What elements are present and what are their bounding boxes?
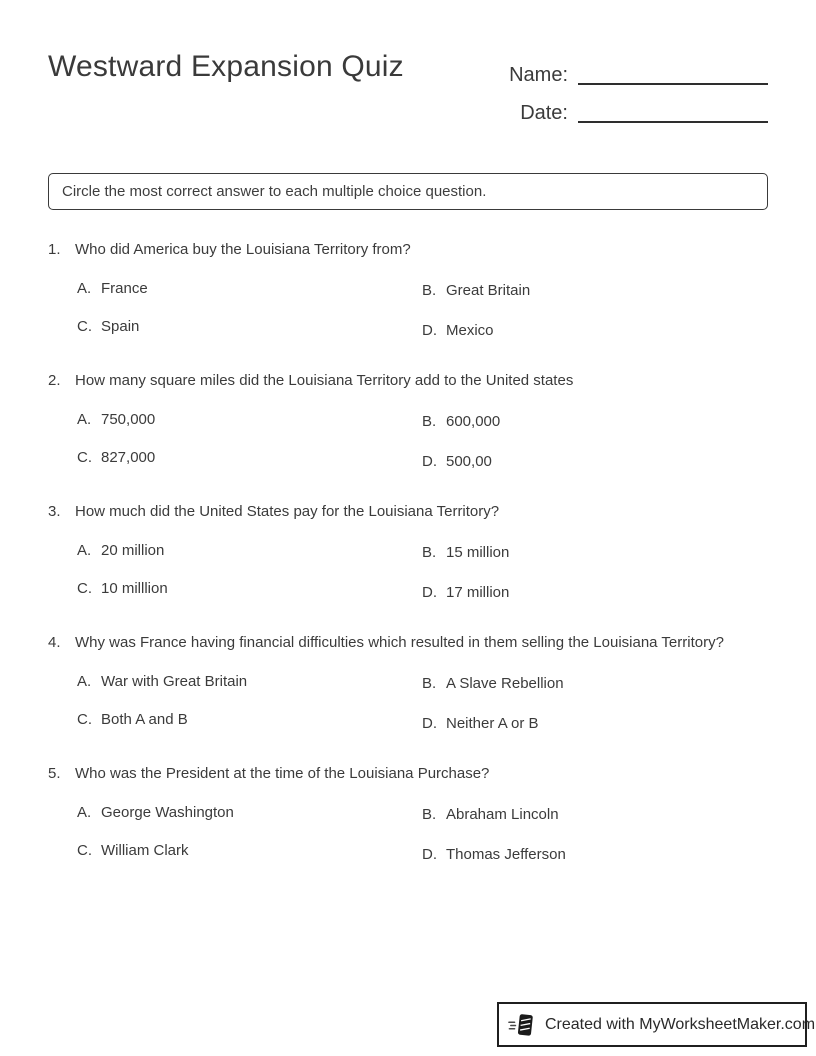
question-row — [48, 240, 768, 260]
options-grid — [77, 803, 768, 861]
question-text: Who was the President at the time of the Louisiana Purchase? — [75, 765, 490, 782]
option-b[interactable] — [422, 412, 768, 432]
option-c[interactable] — [77, 317, 422, 337]
option-text: 750,000 — [101, 411, 156, 428]
option-text: Spain — [101, 318, 140, 335]
options-grid — [77, 541, 768, 599]
option-text: Thomas Jefferson — [446, 846, 566, 863]
option-label: D. — [422, 453, 437, 470]
question-text: Who did America buy the Louisiana Territory from? — [75, 241, 411, 258]
option-d[interactable] — [422, 714, 768, 734]
option-d[interactable] — [422, 583, 768, 603]
question-1 — [48, 240, 768, 337]
header — [0, 0, 816, 126]
option-label: A. — [77, 280, 92, 297]
date-row — [509, 88, 768, 126]
instructions-box — [48, 173, 768, 210]
instructions-text: Circle the most correct answer to each multiple choice question. — [62, 183, 487, 200]
option-text: France — [101, 280, 148, 297]
option-text: 827,000 — [101, 449, 156, 466]
date-label: Date: — [520, 102, 568, 124]
option-label: B. — [422, 544, 437, 561]
option-label: A. — [77, 673, 92, 690]
option-b[interactable] — [422, 543, 768, 563]
option-label: D. — [422, 846, 437, 863]
options-grid — [77, 279, 768, 337]
worksheet-logo-icon — [508, 1010, 538, 1040]
credit-badge — [497, 1002, 816, 1047]
question-4 — [48, 633, 768, 730]
options-grid — [77, 672, 768, 730]
question-number: 1. — [48, 241, 61, 258]
option-c[interactable] — [77, 448, 422, 468]
option-a[interactable] — [77, 279, 422, 299]
option-text: War with Great Britain — [101, 673, 248, 690]
option-d[interactable] — [422, 321, 768, 341]
credit-text: Created with MyWorksheetMaker.com — [545, 1015, 816, 1033]
option-label: C. — [77, 842, 92, 859]
option-label: B. — [422, 675, 437, 692]
question-number: 5. — [48, 765, 61, 782]
question-number: 4. — [48, 634, 61, 651]
name-date-block — [509, 48, 768, 126]
option-d[interactable] — [422, 452, 768, 472]
question-list — [0, 240, 816, 861]
option-text: 17 million — [446, 584, 510, 601]
question-row — [48, 764, 768, 784]
question-number: 2. — [48, 372, 61, 389]
option-text: 600,000 — [446, 413, 501, 430]
option-text: Neither A or B — [446, 715, 539, 732]
option-text: 20 million — [101, 542, 165, 559]
option-label: B. — [422, 282, 437, 299]
option-text: Both A and B — [101, 711, 188, 728]
page-title: Westward Expansion Quiz — [48, 50, 404, 83]
option-text: 500,00 — [446, 453, 492, 470]
option-label: A. — [77, 542, 92, 559]
question-number: 3. — [48, 503, 61, 520]
option-b[interactable] — [422, 805, 768, 825]
option-label: B. — [422, 806, 437, 823]
option-label: D. — [422, 584, 437, 601]
option-a[interactable] — [77, 410, 422, 430]
question-text: How many square miles did the Louisiana Territory add to the United states — [75, 372, 574, 389]
option-text: Great Britain — [446, 282, 531, 299]
date-fill-line[interactable] — [578, 121, 768, 123]
name-fill-line[interactable] — [578, 83, 768, 85]
option-text: Abraham Lincoln — [446, 806, 559, 823]
option-label: B. — [422, 413, 437, 430]
option-text: Mexico — [446, 322, 494, 339]
option-label: C. — [77, 318, 92, 335]
option-text: William Clark — [101, 842, 189, 859]
question-2 — [48, 371, 768, 468]
question-text: Why was France having financial difficulties which resulted in them selling the Louisiana Territory? — [75, 634, 724, 651]
option-text: 10 milllion — [101, 580, 168, 597]
question-5 — [48, 764, 768, 861]
option-label: C. — [77, 449, 92, 466]
option-label: A. — [77, 804, 92, 821]
option-b[interactable] — [422, 674, 768, 694]
name-row — [509, 50, 768, 88]
question-3 — [48, 502, 768, 599]
option-label: A. — [77, 411, 92, 428]
question-row — [48, 371, 768, 391]
question-text: How much did the United States pay for the Louisiana Territory? — [75, 503, 500, 520]
option-a[interactable] — [77, 803, 422, 823]
option-text: 15 million — [446, 544, 510, 561]
option-c[interactable] — [77, 841, 422, 861]
question-row — [48, 633, 768, 653]
name-label: Name: — [509, 64, 568, 86]
option-c[interactable] — [77, 579, 422, 599]
option-a[interactable] — [77, 672, 422, 692]
option-text: George Washington — [101, 804, 234, 821]
options-grid — [77, 410, 768, 468]
option-a[interactable] — [77, 541, 422, 561]
option-label: D. — [422, 715, 437, 732]
option-d[interactable] — [422, 845, 768, 865]
option-label: D. — [422, 322, 437, 339]
option-text: A Slave Rebellion — [446, 675, 564, 692]
option-b[interactable] — [422, 281, 768, 301]
option-label: C. — [77, 580, 92, 597]
question-row — [48, 502, 768, 522]
option-c[interactable] — [77, 710, 422, 730]
option-label: C. — [77, 711, 92, 728]
